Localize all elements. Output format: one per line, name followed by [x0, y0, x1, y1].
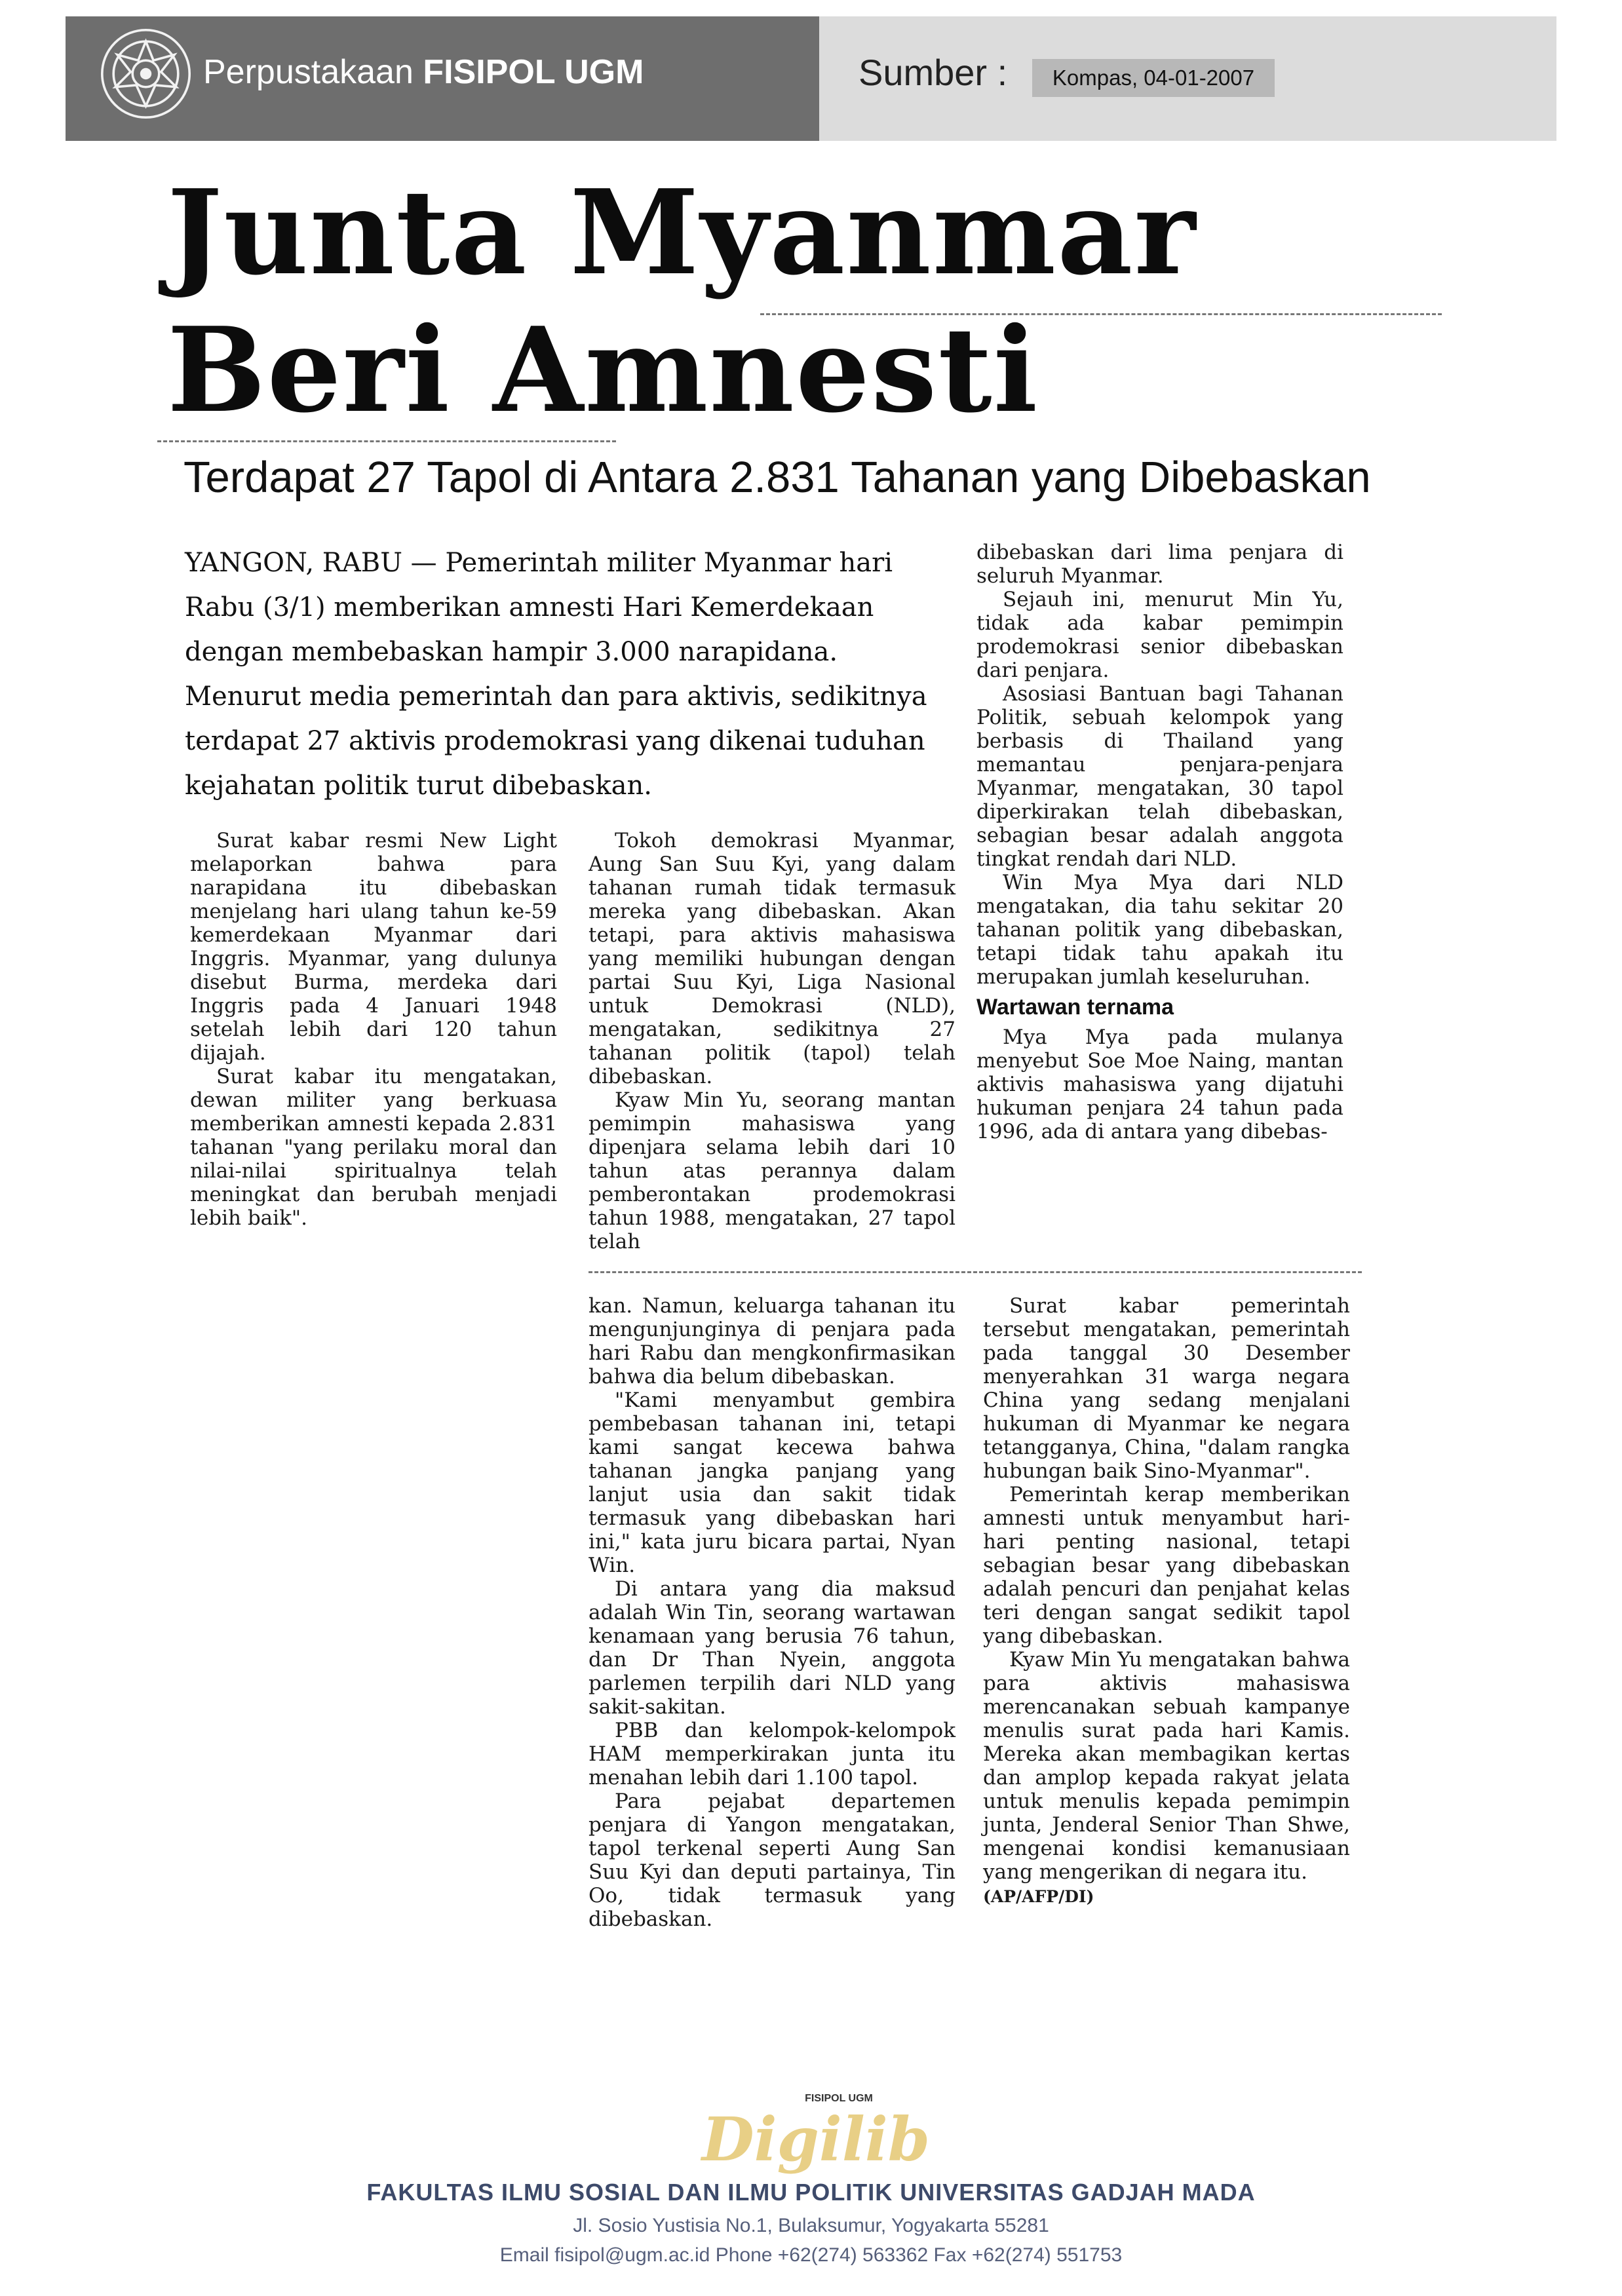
- paragraph: dibebaskan dari lima penjara di seluruh Myanmar.: [976, 541, 1343, 588]
- article-subheadline: Terdapat 27 Tapol di Antara 2.831 Tahanan yang Dibebaskan: [183, 453, 1371, 502]
- logo-main-text: Digilib: [701, 2104, 931, 2175]
- paragraph: Sejauh ini, menurut Min Yu, tidak ada kabar pemimpin prodemokrasi senior dibebaskan dari penjara.: [976, 588, 1343, 682]
- column-separator-rule: [589, 1271, 1362, 1273]
- footer-institution: FAKULTAS ILMU SOSIAL DAN ILMU POLITIK UNIVERSITAS GADJAH MADA: [366, 2179, 1256, 2206]
- paragraph: Kyaw Min Yu, seorang mantan pemimpin mahasiswa yang dipenjara selama lebih dari 10 tahun atas perannya dalam pemberontakan prodemokrasi tahun 1988, mengatakan, 27 tapol telah: [589, 1088, 956, 1253]
- source-value: Kompas, 04-01-2007: [1032, 59, 1275, 97]
- paragraph: kan. Namun, keluarga tahanan itu mengunjunginya di penjara pada hari Rabu dan mengkonfirmasikan bahwa dia belum dibebaskan.: [589, 1294, 956, 1388]
- library-prefix: Perpustakaan: [203, 53, 414, 91]
- article-headline: Junta Myanmar Beri Amnesti: [167, 164, 1197, 438]
- paragraph: Tokoh demokrasi Myanmar, Aung San Suu Kyi, yang dalam tahanan rumah tidak termasuk mereka yang dibebaskan. Akan tetapi, para aktivis mahasiswa yang memiliki hubungan dengan partai Suu Kyi, Liga Nasional untuk Demokrasi (NLD), mengatakan, sedikitnya 27 tahanan politik (tapol) telah dibebaskan.: [589, 829, 956, 1088]
- article-credit: (AP/AFP/DI): [983, 1887, 1094, 1906]
- paragraph: Para pejabat departemen penjara di Yangon mengatakan, tapol terkenal seperti Aung San Suu Kyi dan deputi partainya, Tin Oo, tidak termasuk yang dibebaskan.: [589, 1789, 956, 1931]
- paragraph: Surat kabar itu mengatakan, dewan militer yang berkuasa memberikan amnesti kepada 2.831 tahanan "yang perilaku moral dan nilai-nilai spiritualnya telah meningkat dan berubah menjadi lebih baik".: [190, 1065, 557, 1230]
- logo-top-text: FISIPOL UGM: [805, 2093, 873, 2104]
- article-column-2: [589, 829, 956, 1253]
- library-name: FISIPOL UGM: [423, 53, 644, 91]
- article-column-3: [976, 541, 1343, 1143]
- article-lead: YANGON, RABU — Pemerintah militer Myanmar hari Rabu (3/1) memberikan amnesti Hari Kemerdekaan dengan membebaskan hampir 3.000 narapidana. Menurut media pemerintah dan para aktivis, sedikitnya terdapat 27 aktivis prodemokrasi yang dikenai tuduhan kejahatan politik turut dibebaskan.: [185, 548, 927, 801]
- headline-rule-lower: [157, 440, 616, 442]
- headline-rule: [760, 313, 1442, 315]
- paragraph: Pemerintah kerap memberikan amnesti untuk menyambut hari-hari penting nasional, tetapi sebagian besar yang dibebaskan adalah pencuri dan penjahat kelas teri dengan sangat sedikit tapol yang dibebaskan.: [983, 1483, 1350, 1648]
- paragraph: "Kami menyambut gembira pembebasan tahanan ini, tetapi kami sangat kecewa bahwa tahanan jangka panjang yang lanjut usia dan sakit tidak termasuk yang dibebaskan hari ini," kata juru bicara partai, Nyan Win.: [589, 1388, 956, 1577]
- article-column-5: [983, 1294, 1350, 1909]
- paragraph: Di antara yang dia maksud adalah Win Tin, seorang wartawan kenamaan yang berusia 76 tahun, dan Dr Than Nyein, anggota parlemen terpilih dari NLD yang sakit-sakitan.: [589, 1577, 956, 1719]
- paragraph: Mya Mya pada mulanya menyebut Soe Moe Naing, mantan aktivis mahasiswa yang dijatuhi hukuman penjara 24 tahun pada 1996, ada di antara yang dibebas-: [976, 1025, 1343, 1143]
- footer-address: Jl. Sosio Yustisia No.1, Bulaksumur, Yogyakarta 55281: [573, 2215, 1049, 2236]
- article-column-1: [190, 829, 557, 1230]
- section-subheading: Wartawan ternama: [976, 995, 1174, 1020]
- library-label: [203, 52, 644, 92]
- paragraph: Surat kabar pemerintah tersebut mengatakan, pemerintah pada tanggal 30 Desember menyerahkan 31 warga negara China yang sedang menjalani hukuman di Myanmar ke negara tetangganya, China, "dalam rangka hubungan baik Sino-Myanmar".: [983, 1294, 1350, 1483]
- paragraph: PBB dan kelompok-kelompok HAM memperkirakan junta itu menahan lebih dari 1.100 tapol.: [589, 1719, 956, 1789]
- paragraph: Kyaw Min Yu mengatakan bahwa para aktivis mahasiswa merencanakan sebuah kampanye menulis surat pada hari Kamis. Mereka akan membagikan kertas dan amplop kepada rakyat jelata untuk menulis kepada pemimpin junta, Jenderal Senior Than Shwe, mengenai kondisi kemanusiaan yang mengerikan di negara itu.: [983, 1648, 1350, 1884]
- paragraph: Asosiasi Bantuan bagi Tahanan Politik, sebuah kelompok yang berbasis di Thailand yang memantau penjara-penjara Myanmar, mengatakan, 30 tapol diperkirakan telah dibebaskan, sebagian besar adalah anggota tingkat rendah dari NLD.: [976, 682, 1343, 871]
- source-label: Sumber :: [859, 52, 1008, 93]
- paragraph: Surat kabar resmi New Light melaporkan bahwa para narapidana itu dibebaskan menjelang hari ulang tahun ke-59 kemerdekaan Myanmar dari Inggris. Myanmar, yang dulunya disebut Burma, merdeka dari Inggris pada 4 Januari 1948 setelah lebih dari 120 tahun dijajah.: [190, 829, 557, 1065]
- digilib-logo: [698, 2087, 934, 2185]
- article-column-4: [589, 1294, 956, 1931]
- paragraph: Win Mya Mya dari NLD mengatakan, dia tahu sekitar 20 tahanan politik yang dibebaskan, tetapi tidak tahu apakah itu merupakan jumlah keseluruhan.: [976, 871, 1343, 989]
- ugm-seal-logo: [98, 26, 193, 121]
- footer-contact: Email fisipol@ugm.ac.id Phone +62(274) 563362 Fax +62(274) 551753: [499, 2244, 1123, 2266]
